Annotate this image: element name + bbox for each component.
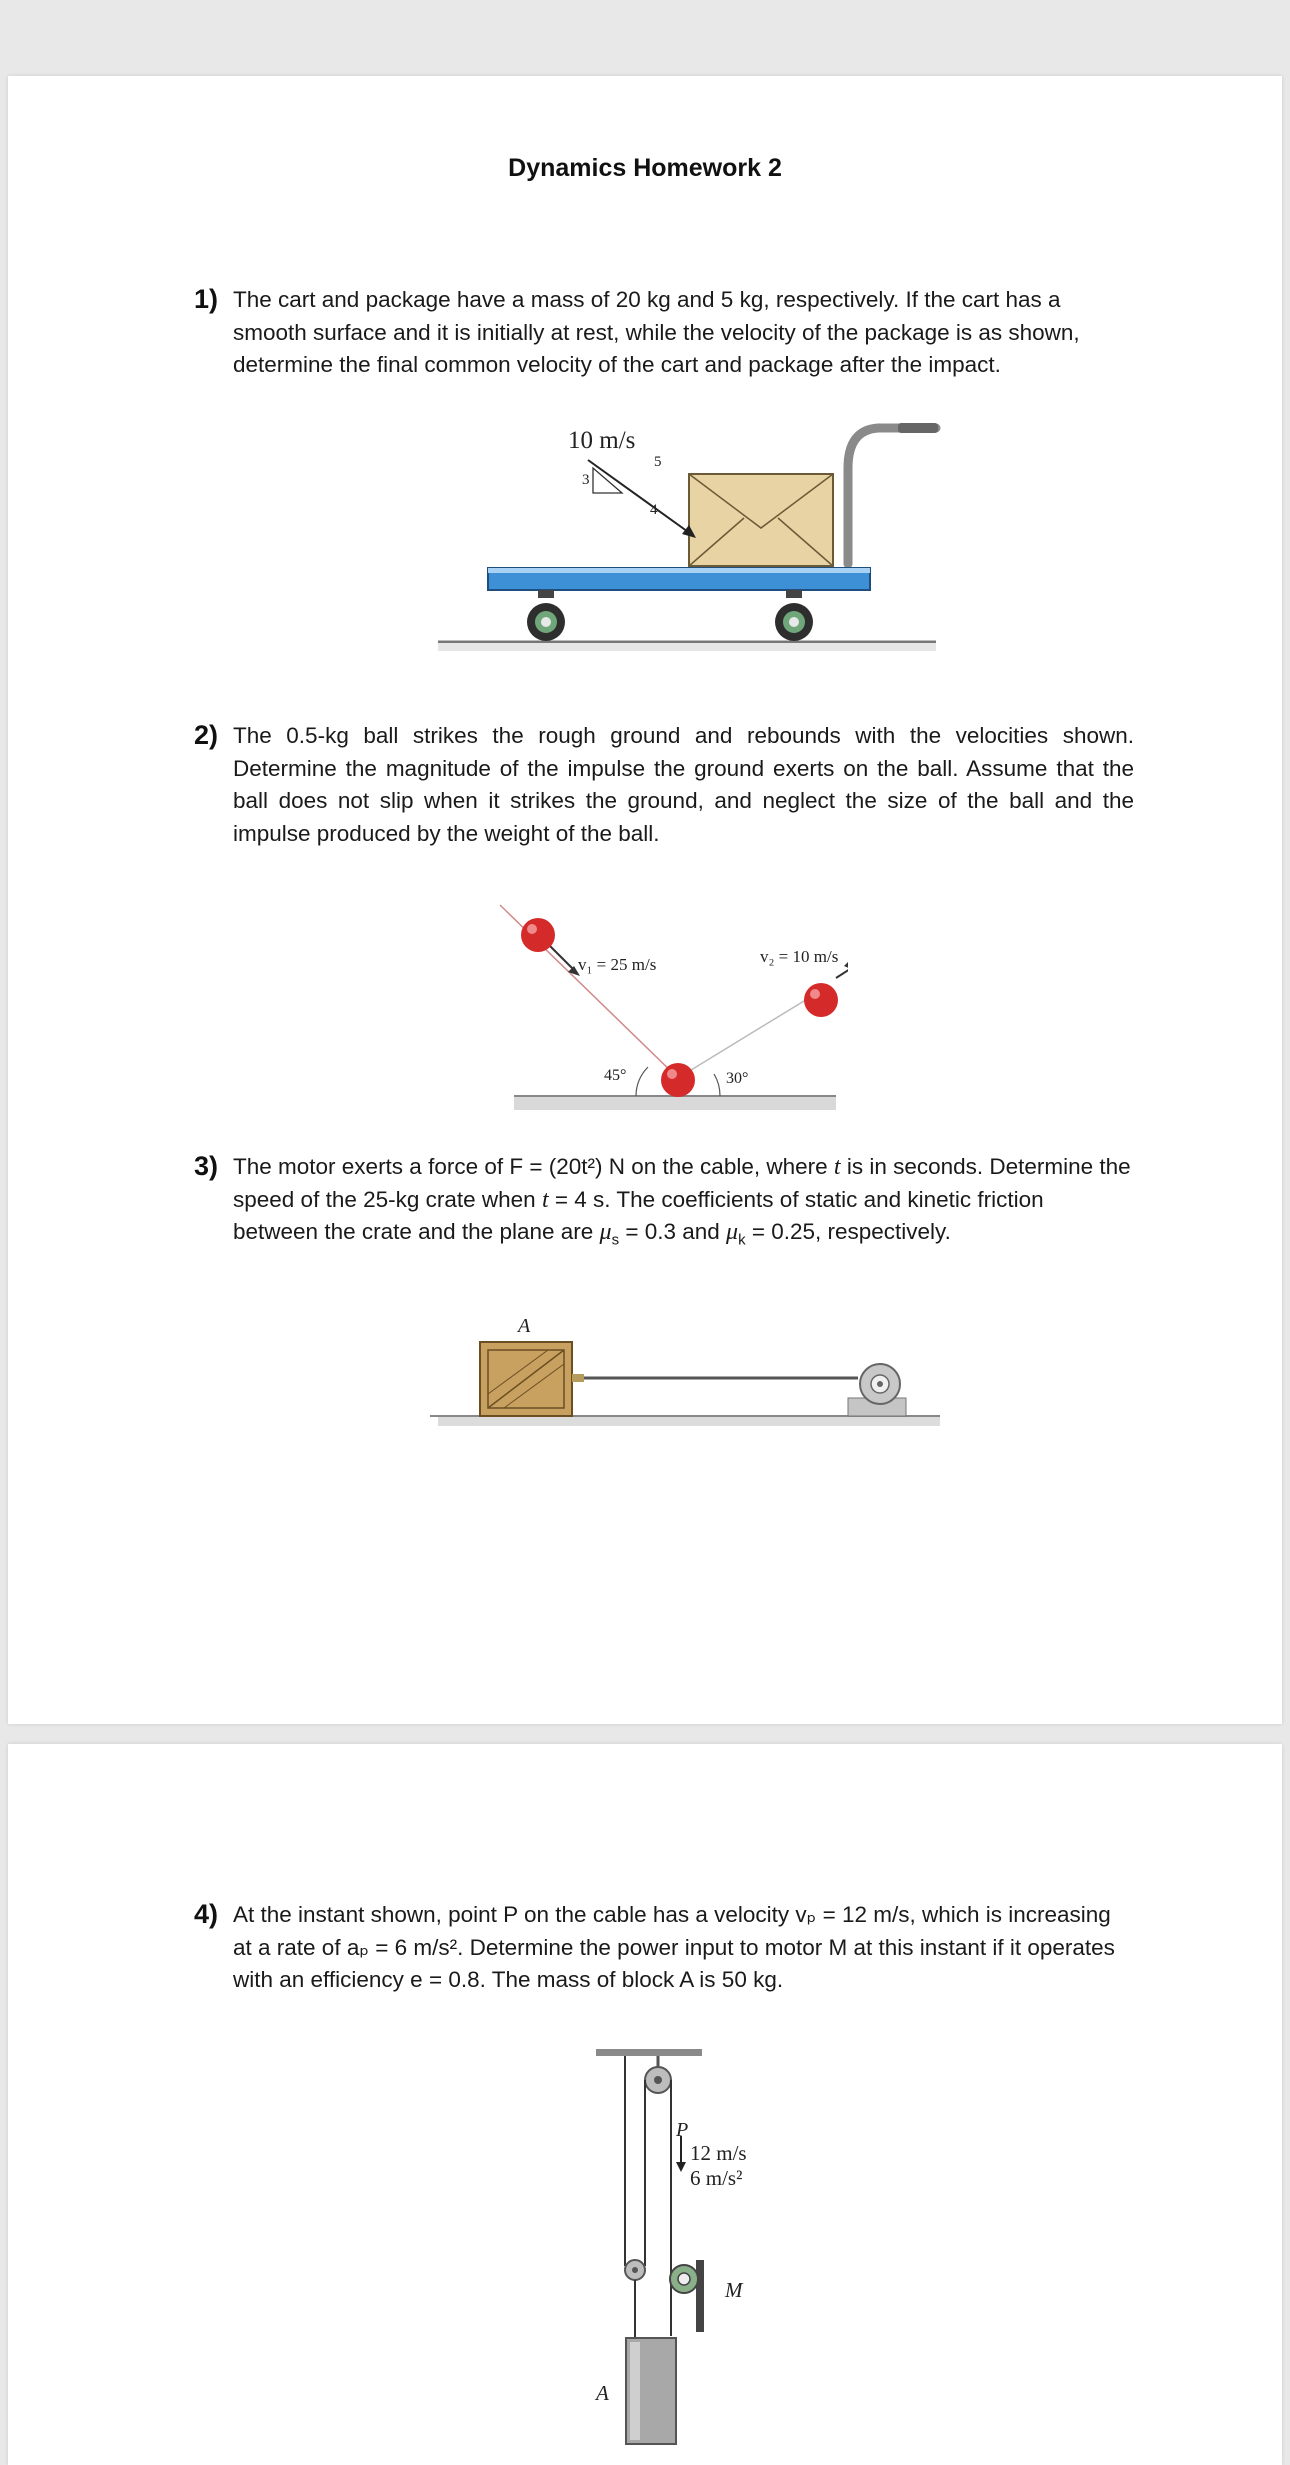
angle-label: 45°	[604, 1067, 627, 1084]
slope-label: 4	[650, 502, 658, 518]
ball-impact	[661, 1063, 695, 1097]
cart-package-figure	[428, 408, 948, 668]
problem-text: The cart and package have a mass of 20 kg and 5 kg, respectively. If the cart has a smooth surface and it is initially at rest, while the velocity of the package is as shown, determine the final common velocity of the cart and package after the impact.	[233, 287, 1080, 377]
slope-label: 5	[654, 454, 662, 470]
problem-number: 2)	[194, 720, 219, 750]
velocity-label: 12 m/s	[690, 2141, 747, 2165]
problem-text: At the instant shown, point P on the cable has a velocity vₚ = 12 m/s, which is increasing at a rate of aₚ = 6 m/s². Determine the power input to motor M at this instant if it operates with an efficiency e = 0.8. The mass of block A is 50 kg.	[233, 1902, 1115, 1992]
problem-number: 1)	[194, 284, 219, 314]
ball-rebound-figure	[488, 890, 848, 1120]
problem-1	[194, 284, 1134, 394]
velocity-label: 10 m/s	[568, 427, 636, 454]
page-title: Dynamics Homework 2	[508, 154, 782, 182]
v1-label: v₁ = 25 m/s	[578, 955, 657, 974]
crate-motor-figure	[430, 1312, 950, 1432]
problem-number: 4)	[194, 1899, 219, 1929]
motor-label: M	[725, 2278, 743, 2302]
problem-2	[194, 720, 1134, 850]
problem-3	[194, 1151, 1134, 1251]
point-label: P	[676, 2119, 689, 2141]
ceiling	[596, 2049, 702, 2056]
v2-label: v₂ = 10 m/s	[760, 947, 839, 966]
pulley-motor-figure	[586, 2040, 806, 2460]
crate-label: A	[518, 1315, 531, 1337]
slope-label: 3	[582, 472, 590, 488]
acceleration-label: 6 m/s²	[690, 2166, 743, 2190]
block-label: A	[596, 2381, 609, 2405]
problem-text: The motor exerts a force of F = (20t²) N on the cable, where t is in seconds. Determine the speed of the 25-kg crate when t = 4 s. The coefficients of static and kinetic friction between the crate and the plane are $\mu_s = 0.3$ and $\mu_k = 0.25$, respectively.	[233, 1154, 1131, 1249]
problem-text: The 0.5-kg ball strikes the rough ground and rebounds with the velocities shown. Determine the magnitude of the impulse the ground exerts on the ball. Assume that the ball does not slip when it strikes the ground, and neglect the size of the ball and the impulse produced by the weight of the ball.	[233, 723, 1134, 846]
problem-4	[194, 1899, 1134, 1999]
ball-rebound	[804, 983, 838, 1017]
ball-incoming	[521, 918, 555, 952]
problem-number: 3)	[194, 1151, 219, 1181]
package	[689, 474, 833, 566]
angle-label: 30°	[726, 1070, 749, 1087]
